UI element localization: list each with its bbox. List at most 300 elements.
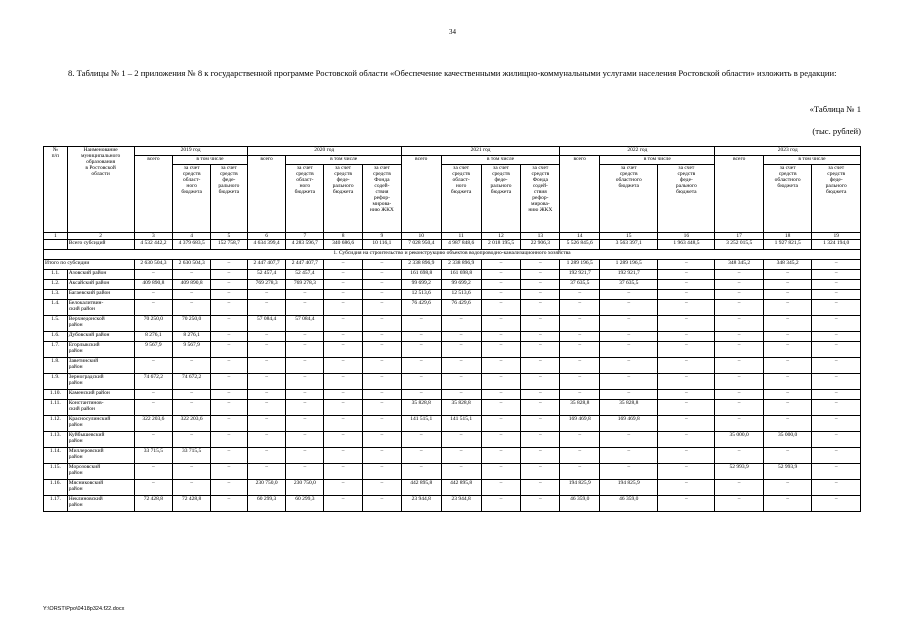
table-cell: –	[211, 358, 248, 374]
table-cell: –	[521, 480, 560, 496]
municipality-name: Миллеровский район	[67, 448, 134, 464]
table-cell: –	[286, 416, 324, 432]
table-cell: –	[715, 342, 763, 358]
table-cell: –	[247, 464, 286, 480]
table-cell: –	[763, 358, 811, 374]
table-cell: 2 338 896,9	[441, 260, 481, 270]
column-index-row	[44, 233, 861, 240]
table-cell: 99 699,2	[441, 280, 481, 290]
table-cell: –	[481, 464, 521, 480]
file-path-footer: Y:\ORST\Ppo\0418p324.f22.docx	[43, 606, 125, 612]
table-cell: –	[560, 448, 600, 464]
table-cell: –	[324, 290, 363, 300]
table-cell: –	[134, 432, 173, 448]
table-cell: 4 283 596,7	[286, 240, 324, 250]
table-cell: –	[247, 416, 286, 432]
header-federal-2019: за счет средств феде- рального бюджета	[211, 165, 248, 233]
table-cell: 340 686,6	[324, 240, 363, 250]
table-cell: –	[481, 390, 521, 400]
table-cell: –	[763, 374, 811, 390]
table-cell: 23 944,8	[441, 496, 481, 512]
row-number: 1.7.	[44, 342, 68, 358]
table-cell: –	[324, 316, 363, 332]
table-cell: 4 379 683,5	[173, 240, 211, 250]
table-cell: 141 515,1	[441, 416, 481, 432]
table-cell: –	[173, 400, 211, 416]
table-cell: 169 469,8	[600, 416, 658, 432]
table-cell: –	[812, 358, 861, 374]
table-cell: –	[812, 464, 861, 480]
table-cell: –	[600, 316, 658, 332]
municipality-name: Дубовский район	[67, 332, 134, 342]
table-cell: 3 563 397,1	[600, 240, 658, 250]
table-cell: –	[363, 374, 402, 390]
header-federal-2020: за счет средств феде- рального бюджета	[324, 165, 363, 233]
table-cell: –	[812, 480, 861, 496]
table-cell: 72 428,8	[134, 496, 173, 512]
table-cell: 348 345,2	[763, 260, 811, 270]
table-cell: 23 944,8	[401, 496, 441, 512]
table-cell: –	[324, 480, 363, 496]
table-cell: –	[560, 432, 600, 448]
header-federal-2022: за счет средств феде- рального бюджета	[658, 165, 715, 233]
table-cell	[44, 240, 68, 250]
table-cell: –	[521, 464, 560, 480]
table-cell: –	[211, 448, 248, 464]
table-cell: –	[481, 342, 521, 358]
header-regional-2019: за счет средств област- ного бюджета	[173, 165, 211, 233]
column-index-cell: 19	[812, 233, 861, 240]
table-cell: –	[401, 390, 441, 400]
table-cell: 52 457,4	[286, 270, 324, 280]
table-cell: –	[401, 358, 441, 374]
table-cell: –	[211, 416, 248, 432]
table-cell: 12 513,6	[401, 290, 441, 300]
table-cell: –	[363, 448, 402, 464]
table-cell: –	[441, 432, 481, 448]
subsidy-table	[43, 146, 861, 512]
table-cell: –	[441, 448, 481, 464]
table-cell: –	[763, 448, 811, 464]
total-subsidies-row	[44, 240, 861, 250]
table-cell: 12 513,6	[441, 290, 481, 300]
table-cell: –	[521, 496, 560, 512]
header-regional-2020: за счет средств област- ного бюджета	[286, 165, 324, 233]
table-cell: –	[324, 342, 363, 358]
row-number: 1.6.	[44, 332, 68, 342]
table-cell: 76 429,6	[441, 300, 481, 316]
table-cell: –	[715, 358, 763, 374]
row-number: 1.10.	[44, 390, 68, 400]
table-cell: –	[715, 390, 763, 400]
table-row	[44, 400, 861, 416]
table-cell: 2 018 195,5	[481, 240, 521, 250]
table-cell: –	[763, 270, 811, 280]
table-cell: –	[401, 432, 441, 448]
table-cell: –	[211, 332, 248, 342]
table-cell: –	[658, 300, 715, 316]
table-cell: –	[715, 416, 763, 432]
table-cell: –	[658, 358, 715, 374]
table-row	[44, 290, 861, 300]
table-cell: 5 526 845,6	[560, 240, 600, 250]
table-cell: 35 000,0	[715, 432, 763, 448]
row-label: Итого по субсидии	[44, 260, 135, 270]
table-cell: 37 635,5	[560, 280, 600, 290]
table-cell: –	[401, 332, 441, 342]
table-cell: –	[363, 332, 402, 342]
table-cell: –	[521, 332, 560, 342]
header-fund-2020: за счет средств Фонда содей- ствия рефор- мирова- нию ЖКХ	[363, 165, 402, 233]
table-cell: –	[481, 280, 521, 290]
table-cell: –	[658, 260, 715, 270]
table-cell: –	[560, 316, 600, 332]
table-cell: –	[247, 448, 286, 464]
column-index-cell: 11	[441, 233, 481, 240]
table-cell: –	[763, 280, 811, 290]
row-label: Всего субсидий	[67, 240, 134, 250]
table-cell: –	[763, 290, 811, 300]
table-cell: –	[481, 448, 521, 464]
table-cell: –	[715, 374, 763, 390]
header-num: № п/п	[44, 147, 68, 233]
table-cell: 769 278,3	[286, 280, 324, 290]
table-cell: –	[363, 390, 402, 400]
table-cell: 33 715,5	[173, 448, 211, 464]
table-cell: 4 634 399,4	[247, 240, 286, 250]
table-cell: –	[363, 432, 402, 448]
table-cell: 1 289 196,5	[600, 260, 658, 270]
table-cell: 46 359,0	[600, 496, 658, 512]
table-cell: –	[173, 358, 211, 374]
table-cell: –	[812, 270, 861, 280]
table-cell: 35 000,0	[763, 432, 811, 448]
row-number: 1.3.	[44, 290, 68, 300]
table-cell: –	[600, 390, 658, 400]
table-cell: 169 469,8	[560, 416, 600, 432]
header-federal-2023: за счет средств феде- рального бюджета	[812, 165, 861, 233]
table-cell: –	[658, 342, 715, 358]
table-cell: –	[481, 400, 521, 416]
table-cell: –	[560, 464, 600, 480]
table-cell: –	[560, 390, 600, 400]
table-cell: –	[286, 432, 324, 448]
header-incl-2022: в том числе	[600, 156, 715, 165]
header-year-2019: 2019 год	[134, 147, 247, 156]
table-cell: 37 635,5	[600, 280, 658, 290]
table-cell: –	[401, 316, 441, 332]
table-cell: –	[286, 290, 324, 300]
municipality-name: Верхнедонской район	[67, 316, 134, 332]
table-cell: –	[600, 290, 658, 300]
column-index-cell: 6	[247, 233, 286, 240]
table-cell: –	[441, 390, 481, 400]
column-index-cell: 4	[173, 233, 211, 240]
table-cell: –	[481, 300, 521, 316]
header-year-2021: 2021 год	[401, 147, 559, 156]
table-cell: –	[521, 358, 560, 374]
table-cell: –	[211, 480, 248, 496]
table-cell: 3 252 015,5	[715, 240, 763, 250]
table-cell: –	[715, 480, 763, 496]
municipality-name: Красносулинский район	[67, 416, 134, 432]
table-cell: –	[600, 448, 658, 464]
header-total-2022: всего	[560, 156, 600, 233]
table-cell: –	[441, 358, 481, 374]
municipality-name: Морозовский район	[67, 464, 134, 480]
table-row	[44, 342, 861, 358]
table-cell: –	[658, 416, 715, 432]
table-cell: –	[521, 448, 560, 464]
table-cell: 322 203,6	[134, 416, 173, 432]
section-title: 1. Субсидия на строительство и реконструкцию объектов водопроводно-канализационного хозяйства	[44, 250, 861, 260]
header-name: Наименование муниципального образования в Ростовской области	[67, 147, 134, 233]
header-incl-2019: в том числе	[173, 156, 247, 165]
table-cell: –	[324, 358, 363, 374]
row-number: 1.16.	[44, 480, 68, 496]
table-cell: 74 672,2	[134, 374, 173, 390]
municipality-name: Каменский район	[67, 390, 134, 400]
table-cell: –	[521, 300, 560, 316]
table-cell: –	[286, 400, 324, 416]
table-row	[44, 432, 861, 448]
table-cell: –	[763, 390, 811, 400]
table-cell: –	[481, 374, 521, 390]
table-cell: –	[560, 332, 600, 342]
table-cell: 70 250,0	[134, 316, 173, 332]
table-cell: –	[715, 270, 763, 280]
table-cell: 52 993,9	[715, 464, 763, 480]
table-row	[44, 316, 861, 332]
table-cell: 769 278,3	[247, 280, 286, 290]
table-cell: 161 698,8	[441, 270, 481, 280]
table-cell: –	[521, 374, 560, 390]
header-total-2020: всего	[247, 156, 286, 233]
table-cell: 2 338 896,9	[401, 260, 441, 270]
table-cell: –	[363, 270, 402, 280]
table-cell: –	[286, 332, 324, 342]
municipality-name: Багаевский район	[67, 290, 134, 300]
column-index-cell: 12	[481, 233, 521, 240]
table-cell: 74 672,2	[173, 374, 211, 390]
table-cell: –	[763, 300, 811, 316]
table-cell: –	[812, 260, 861, 270]
intro-paragraph: 8. Таблицы № 1 – 2 приложения № 8 к государственной программе Ростовской области «Обеспечение качественными жилищно-коммунальными услугами населения Ростовской области» изложить в редакции:	[68, 68, 837, 78]
table-cell: –	[324, 432, 363, 448]
table-cell: 33 715,5	[134, 448, 173, 464]
unit-note: (тыс. рублей)	[812, 126, 861, 136]
table-cell: –	[658, 280, 715, 290]
table-cell: –	[441, 374, 481, 390]
table-cell: –	[481, 290, 521, 300]
header-year-2023: 2023 год	[715, 147, 861, 156]
table-cell: –	[658, 332, 715, 342]
table-cell: 8 276,1	[134, 332, 173, 342]
table-cell: –	[763, 400, 811, 416]
row-number: 1.9.	[44, 374, 68, 390]
table-cell: 8 276,1	[173, 332, 211, 342]
table-cell: 194 825,9	[600, 480, 658, 496]
table-cell: –	[286, 358, 324, 374]
table-cell: –	[521, 290, 560, 300]
table-cell: 2 630 504,3	[134, 260, 173, 270]
table-cell: –	[481, 480, 521, 496]
table-cell: 52 457,4	[247, 270, 286, 280]
column-index-cell: 5	[211, 233, 248, 240]
table-cell: –	[363, 358, 402, 374]
table-cell: –	[211, 260, 248, 270]
row-number: 1.2.	[44, 280, 68, 290]
table-cell: –	[441, 316, 481, 332]
table-cell: –	[763, 496, 811, 512]
table-cell: –	[812, 280, 861, 290]
table-cell: –	[363, 316, 402, 332]
table-row	[44, 480, 861, 496]
table-cell: 7 028 950,4	[401, 240, 441, 250]
table-cell: –	[363, 280, 402, 290]
municipality-name: Мясниковский район	[67, 480, 134, 496]
table-cell: 161 698,8	[401, 270, 441, 280]
row-number: 1.17.	[44, 496, 68, 512]
table-cell: 22 906,3	[521, 240, 560, 250]
table-cell: –	[173, 290, 211, 300]
table-cell: 1 927 821,5	[763, 240, 811, 250]
table-cell: –	[658, 448, 715, 464]
table-cell: –	[521, 280, 560, 290]
table-cell: –	[211, 432, 248, 448]
table-cell: –	[441, 342, 481, 358]
table-cell: –	[560, 358, 600, 374]
table-row	[44, 416, 861, 432]
table-row	[44, 280, 861, 290]
table-cell: –	[247, 290, 286, 300]
table-cell: –	[812, 342, 861, 358]
table-cell: –	[715, 300, 763, 316]
table-cell: 2 447 407,7	[247, 260, 286, 270]
table-cell: –	[363, 342, 402, 358]
table-row	[44, 496, 861, 512]
table-cell: –	[211, 496, 248, 512]
table-cell: –	[173, 464, 211, 480]
table-row	[44, 374, 861, 390]
table-cell: –	[401, 448, 441, 464]
table-cell: –	[763, 342, 811, 358]
row-number: 1.14.	[44, 448, 68, 464]
table-caption: «Таблица № 1	[809, 104, 861, 114]
table-cell: –	[134, 464, 173, 480]
table-cell: 1 963 448,5	[658, 240, 715, 250]
table-cell: –	[247, 342, 286, 358]
column-index-cell: 10	[401, 233, 441, 240]
column-index-cell: 3	[134, 233, 173, 240]
table-cell: –	[401, 464, 441, 480]
table-cell: –	[763, 480, 811, 496]
table-cell: –	[812, 332, 861, 342]
table-cell: –	[324, 332, 363, 342]
table-cell: 60 299,3	[247, 496, 286, 512]
table-cell: –	[363, 260, 402, 270]
table-cell: –	[211, 316, 248, 332]
column-index-cell: 13	[521, 233, 560, 240]
table-cell: –	[812, 390, 861, 400]
header-regional-2021: за счет средств област- ного бюджета	[441, 165, 481, 233]
table-row	[44, 358, 861, 374]
table-cell: –	[715, 332, 763, 342]
table-cell: –	[134, 400, 173, 416]
table-cell: –	[812, 290, 861, 300]
table-cell: –	[247, 374, 286, 390]
table-cell: –	[134, 390, 173, 400]
table-cell: –	[521, 260, 560, 270]
table-cell: –	[521, 270, 560, 280]
table-cell: 46 359,0	[560, 496, 600, 512]
table-cell: –	[560, 374, 600, 390]
table-cell: –	[211, 464, 248, 480]
row-number: 1.1.	[44, 270, 68, 280]
table-cell: –	[134, 480, 173, 496]
table-cell: –	[658, 496, 715, 512]
section-title-row	[44, 250, 861, 260]
table-cell: –	[324, 374, 363, 390]
table-cell: –	[247, 358, 286, 374]
table-cell: –	[812, 416, 861, 432]
table-cell: –	[600, 464, 658, 480]
table-cell: 52 993,9	[763, 464, 811, 480]
table-cell: 152 758,7	[211, 240, 248, 250]
header-total-2021: всего	[401, 156, 441, 233]
table-cell: –	[812, 400, 861, 416]
table-cell: 10 116,1	[363, 240, 402, 250]
table-cell: 57 084,4	[247, 316, 286, 332]
header-year-2020: 2020 год	[247, 147, 401, 156]
municipality-name: Аксайский район	[67, 280, 134, 290]
table-cell: 60 299,3	[286, 496, 324, 512]
table-cell: –	[211, 400, 248, 416]
column-index-cell: 8	[324, 233, 363, 240]
table-cell: –	[324, 448, 363, 464]
table-cell: –	[715, 496, 763, 512]
table-cell: –	[173, 390, 211, 400]
table-cell: –	[521, 316, 560, 332]
table-cell: –	[286, 342, 324, 358]
table-cell: –	[324, 270, 363, 280]
municipality-name: Куйбышевский район	[67, 432, 134, 448]
municipality-name: Заветинский район	[67, 358, 134, 374]
table-cell: –	[401, 374, 441, 390]
table-cell: –	[211, 300, 248, 316]
table-cell: 99 699,2	[401, 280, 441, 290]
table-cell: –	[481, 496, 521, 512]
table-cell: –	[286, 374, 324, 390]
table-cell: 348 345,2	[715, 260, 763, 270]
table-cell: –	[481, 332, 521, 342]
table-cell: 57 084,4	[286, 316, 324, 332]
table-cell: –	[658, 290, 715, 300]
table-cell: –	[658, 480, 715, 496]
table-cell: –	[763, 316, 811, 332]
column-index-cell: 15	[600, 233, 658, 240]
table-cell: 442 895,8	[401, 480, 441, 496]
table-cell: –	[763, 332, 811, 342]
table-cell: –	[363, 300, 402, 316]
table-cell: 35 828,8	[560, 400, 600, 416]
table-cell: –	[173, 300, 211, 316]
table-cell: –	[560, 342, 600, 358]
column-index-cell: 17	[715, 233, 763, 240]
table-cell: –	[658, 400, 715, 416]
table-cell: –	[812, 496, 861, 512]
table-cell: –	[363, 480, 402, 496]
